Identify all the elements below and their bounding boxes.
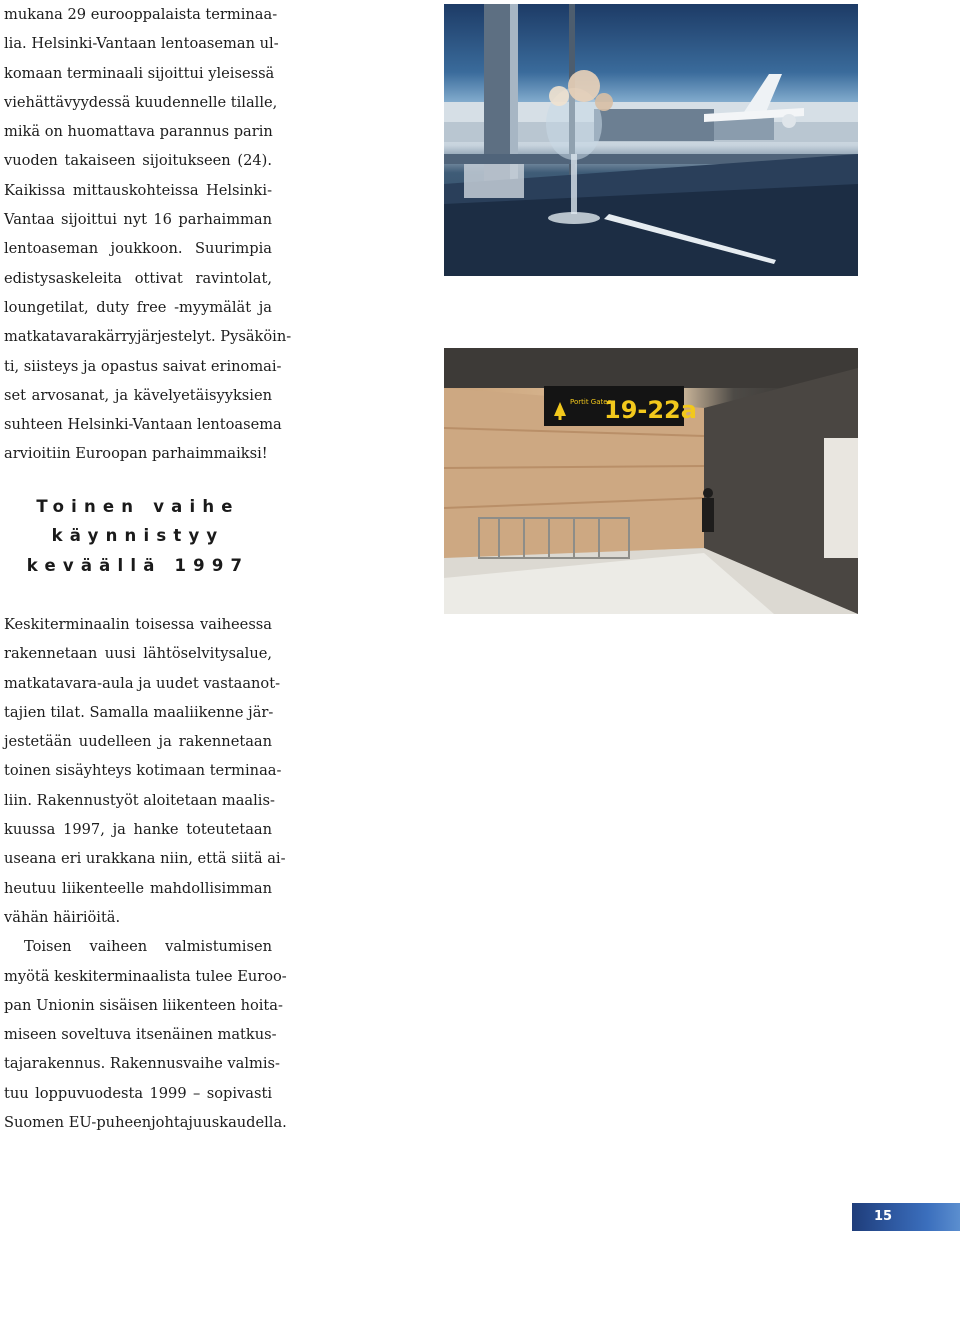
text-line: Kaikissa mittauskohteissa Helsinki- [4,181,272,199]
text-line: matkatavara-aula ja uudet vastaanot- [4,674,280,692]
text-line: jestetään uudelleen ja rakennetaan [4,733,272,751]
text-line: lia. Helsinki-Vantaan lentoaseman ul- [4,35,279,53]
page-number: 15 [874,1209,893,1224]
text-line: vähän häiriöitä. [4,908,121,926]
section-heading [4,492,272,580]
text-line: Suomen EU-puheenjohtajuuskaudella. [4,1114,287,1132]
text-line: heutuu liikenteelle mahdollisimman [4,879,272,897]
gate-corridor-illustration [444,348,858,614]
text-line: liin. Rakennustyöt aloitetaan maalis- [4,791,275,809]
heading-line: Toinen vaihe [36,497,240,516]
body-text-column-1 [4,0,292,469]
restaurant-window-photo [444,4,858,276]
text-line: miseen soveltuva itsenäinen matkus- [4,1026,277,1044]
text-line: matkatavarakärryjärjestelyt. Pysäköin- [4,328,292,346]
text-line: tajien tilat. Samalla maaliikenne jär- [4,703,274,721]
text-line: Toisen vaiheen valmistumisen [24,938,272,956]
text-line: tajarakennus. Rakennusvaihe valmis- [4,1055,280,1073]
gate-sign-number: 19-22a [604,396,697,424]
text-line: arvioitiin Euroopan parhaimmaiksi! [4,445,268,463]
text-line: komaan terminaali sijoittui yleisessä [4,64,275,82]
text-line: rakennetaan uusi lähtöselvitysalue, [4,645,272,663]
text-line: set arvosanat, ja kävelyetäisyyksien [4,386,272,404]
text-line: ti, siisteys ja opastus saivat erinomai- [4,357,282,375]
text-line: Keskiterminaalin toisessa vaiheessa [4,616,272,633]
text-line: myötä keskiterminaalista tulee Euroo- [4,967,287,985]
text-line: useana eri urakkana niin, että siitä ai- [4,850,286,868]
body-text-column-2 [4,610,287,1137]
text-line: viehättävyydessä kuudennelle tilalle, [4,93,278,111]
text-line: kuussa 1997, ja hanke toteutetaan [4,821,272,839]
restaurant-scene-illustration [444,4,858,276]
text-line: Vantaa sijoittui nyt 16 parhaimman [4,211,272,229]
text-line: loungetilat, duty free -myymälät ja [4,298,272,316]
page-number-badge [852,1203,960,1231]
text-line: vuoden takaiseen sijoitukseen (24). [4,152,272,170]
text-line: mikä on huomattava parannus parin [4,123,273,141]
text-line: lentoaseman joukkoon. Suurimpia [4,240,272,258]
gate-corridor-photo [444,348,858,614]
text-line: mukana 29 eurooppalaista terminaa- [4,6,278,23]
text-line: edistysaskeleita ottivat ravintolat, [4,269,272,287]
heading-line: käynnistyy [51,526,225,546]
gate-sign-small-text: Portit Gates [570,398,612,406]
text-line: pan Unionin sisäisen liikenteen hoita- [4,996,283,1014]
text-line: suhteen Helsinki-Vantaan lentoasema [4,416,282,434]
text-line: tuu loppuvuodesta 1999 – sopivasti [4,1084,272,1102]
heading-line: keväällä 1997 [26,555,250,575]
text-line: toinen sisäyhteys kotimaan terminaa- [4,762,282,780]
